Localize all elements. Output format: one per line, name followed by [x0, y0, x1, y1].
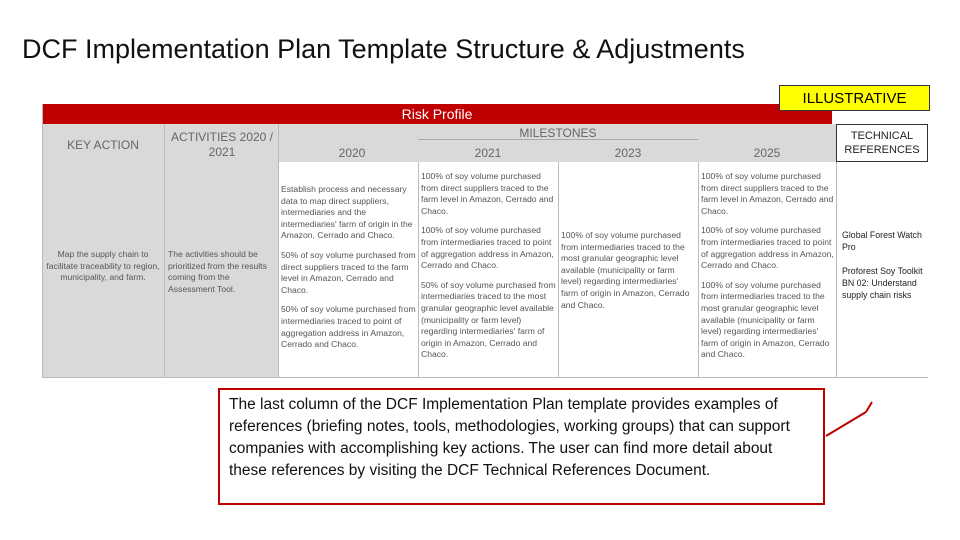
technical-references-cell — [836, 162, 929, 378]
technical-references-header: TECHNICAL REFERENCES — [836, 124, 928, 162]
year-2020-header: 2020 — [338, 146, 366, 160]
milestone-2025-cell — [701, 171, 835, 361]
column-divider — [698, 162, 699, 378]
column-divider — [278, 124, 279, 378]
milestone-2023-item: 100% of soy volume purchased from intermediaries traced to the most granular geographic level available (municipality or farm level) regarding intermediaries' farm of origin in Amazon, Cerrado and Chaco. — [561, 230, 690, 310]
year-2025-header: 2025 — [753, 146, 781, 160]
key-action-text: Map the supply chain to facilitate traceability to region, municipality, and farm. — [46, 249, 160, 283]
pointer-segment — [866, 402, 872, 412]
milestone-2020-cell — [281, 184, 417, 351]
pointer-segment — [826, 412, 866, 436]
milestone-2020-item: Establish process and necessary data to map direct suppliers, intermediaries and the intermediaries' farm of origin in the Amazon, Cerrado and Chaco. — [281, 184, 413, 241]
milestone-2021-item: 50% of soy volume purchased from intermediaries traced to the most granular geographic level available (municipality or farm level) regarding intermediaries' farm of origin in Amazon, Cerrado and Chaco. — [421, 279, 556, 360]
milestone-2021-cell — [421, 171, 557, 361]
milestone-2020-item: 50% of soy volume purchased from direct suppliers traced to the farm level in Amazon, Cerrado and Chaco. — [281, 249, 416, 295]
risk-profile-label: Risk Profile — [401, 106, 473, 122]
technical-reference-item: Proforest Soy Toolkit BN 02: Understand supply chain risks — [842, 266, 923, 300]
activities-header: ACTIVITIES 2020 / 2021 — [170, 130, 274, 159]
milestone-2023-cell — [561, 230, 697, 311]
milestones-header: MILESTONES — [519, 126, 597, 140]
milestone-2020-item: 50% of soy volume purchased from intermediaries traced to point of aggregation address in Amazon, Cerrado and Chaco. — [281, 304, 416, 350]
year-2023-header: 2023 — [614, 146, 642, 160]
milestone-2025-item: 100% of soy volume purchased from intermediaries traced to point of aggregation address in Amazon, Cerrado and Chaco. — [701, 225, 834, 271]
year-2021-header: 2021 — [474, 146, 502, 160]
column-divider — [558, 162, 559, 378]
milestone-2021-item: 100% of soy volume purchased from direct suppliers traced to the farm level in Amazon, Cerrado and Chaco. — [421, 171, 554, 216]
illustrative-badge: ILLUSTRATIVE — [779, 85, 930, 111]
milestone-2025-item: 100% of soy volume purchased from intermediaries traced to the most granular geographic level available (municipality or farm level) regarding intermediaries' farm of origin in Amazon, Cerrado and Chaco. — [701, 279, 830, 360]
key-action-header: KEY ACTION — [67, 138, 139, 152]
technical-reference-item: Global Forest Watch Pro — [842, 230, 922, 252]
milestone-2025-item: 100% of soy volume purchased from direct suppliers traced to the farm level in Amazon, Cerrado and Chaco. — [701, 171, 834, 216]
callout-pointer-line — [820, 400, 880, 440]
column-divider — [418, 162, 419, 378]
page-title: DCF Implementation Plan Template Structure & Adjustments — [22, 34, 745, 64]
activity-text: The activities should be prioritized from the results coming from the Assessment Tool. — [168, 249, 267, 294]
milestone-2021-item: 100% of soy volume purchased from intermediaries traced to point of aggregation address in Amazon, Cerrado and Chaco. — [421, 225, 554, 271]
column-divider — [164, 124, 165, 378]
callout-box: The last column of the DCF Implementation Plan template provides examples of references (briefing notes, tools, methodologies, working groups) that can support companies with accomplishing key actions. The user can find more detail about these references by visiting the DCF Technical References Document. — [218, 388, 825, 505]
